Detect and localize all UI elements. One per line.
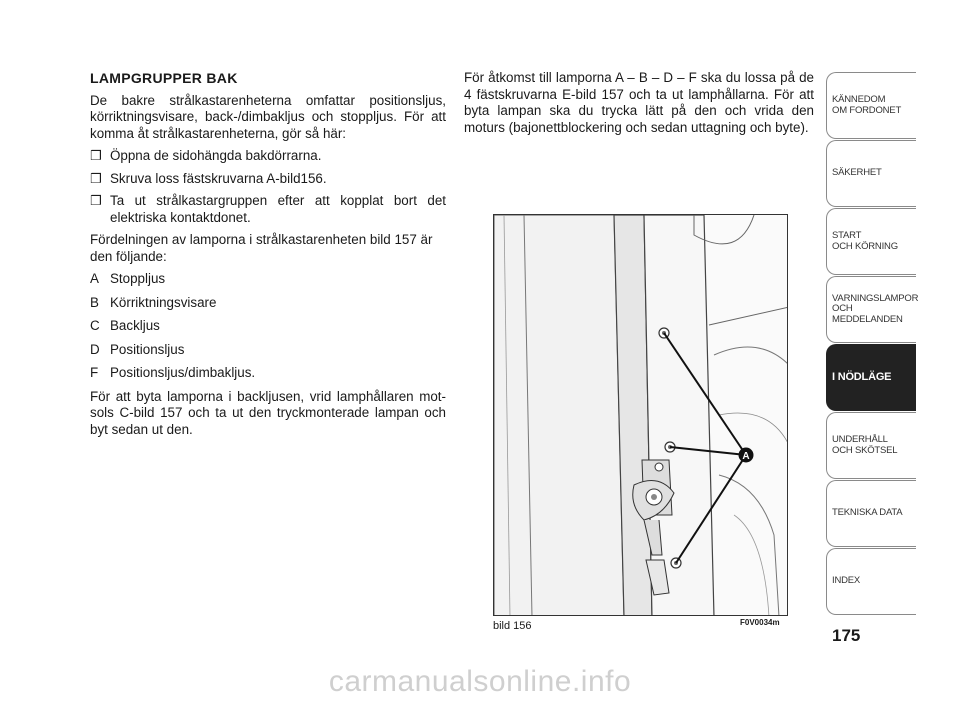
step-item [90, 171, 446, 188]
lamp-item [90, 365, 446, 382]
step-text: Skruva loss fästskruvarna A-bild156. [110, 170, 327, 186]
checkbox-bullet-icon: ❒ [90, 148, 102, 163]
step-item [90, 193, 446, 226]
lamp-label: Positionsljus/dimbakljus. [110, 365, 256, 380]
lamp-key: B [90, 294, 99, 310]
tab-varningslampor[interactable]: VARNINGSLAMPOR OCH MEDDELANDEN [826, 276, 916, 343]
section-title: LAMPGRUPPER BAK [90, 70, 238, 86]
lamp-key: C [90, 318, 100, 333]
figure-caption: bild 156 [493, 620, 532, 632]
lamp-item [90, 342, 446, 359]
door-hinge-drawing [494, 215, 788, 616]
tab-sakerhet[interactable]: SÄKERHET [826, 140, 916, 207]
intro-paragraph: De bakre strålkastarenheterna omfattar positionsljus, körriktningsvisare, back-/dimbakljus och stoppljus. För att komma åt strålkastarenheterna, gör så här: [90, 92, 446, 141]
right-column-text: För åtkomst till lamporna A – B – D – F ska du lossa på de 4 fästskruvarna E-bild 157 och ta ut lamphållarna. För att byta lampan ska du trycka lätt på den och vrida den moturs (bajonettblockering och sedan uttagning och byte). [464, 70, 814, 135]
lamp-label: Stoppljus [110, 271, 166, 286]
watermark: carmanualsonline.info [328, 665, 632, 698]
lamp-item [90, 295, 446, 312]
tab-underhall[interactable]: UNDERHÅLL OCH SKÖTSEL [826, 412, 916, 479]
step-item [90, 148, 446, 165]
tab-i-nodlage[interactable]: I NÖDLÄGE [826, 344, 916, 411]
lamp-label: Backljus [110, 318, 160, 333]
step-text: Öppna de sidohängda bakdörrarna. [110, 148, 322, 163]
tab-tekniska-data[interactable]: TEKNISKA DATA [826, 480, 916, 547]
callout-label: A [742, 451, 750, 462]
checkbox-bullet-icon: ❒ [90, 193, 102, 208]
checkbox-bullet-icon: ❒ [90, 170, 102, 186]
left-column [90, 70, 446, 444]
backlight-note: För att byta lamporna i backljusen, vrid lamphållaren mot-sols C-bild 157 och ta ut den tryckmonterade lampan och byt sedan ut den. [90, 388, 446, 437]
figure-illustration [493, 214, 788, 616]
tab-start[interactable]: START OCH KÖRNING [826, 208, 916, 275]
page-number: 175 [832, 626, 861, 645]
figure-code: F0V0034m [740, 618, 780, 627]
lamp-key: D [90, 341, 100, 357]
chapter-tabs [826, 72, 919, 616]
distribution-intro: Fördelningen av lamporna i strålkastarenheten bild 157 är den följande: [90, 232, 433, 264]
lamp-key: A [90, 271, 99, 286]
lamp-label: Körriktningsvisare [110, 294, 217, 310]
lamp-key: F [90, 365, 99, 380]
lamp-item [90, 318, 446, 335]
tab-kannedom[interactable]: KÄNNEDOM OM FORDONET [826, 72, 916, 139]
lamp-label: Positionsljus [110, 341, 185, 357]
step-text: Ta ut strålkastargruppen efter att kopplat bort det elektriska kontaktdonet. [110, 193, 446, 225]
tab-index[interactable]: INDEX [826, 548, 916, 615]
lamp-item [90, 271, 446, 288]
